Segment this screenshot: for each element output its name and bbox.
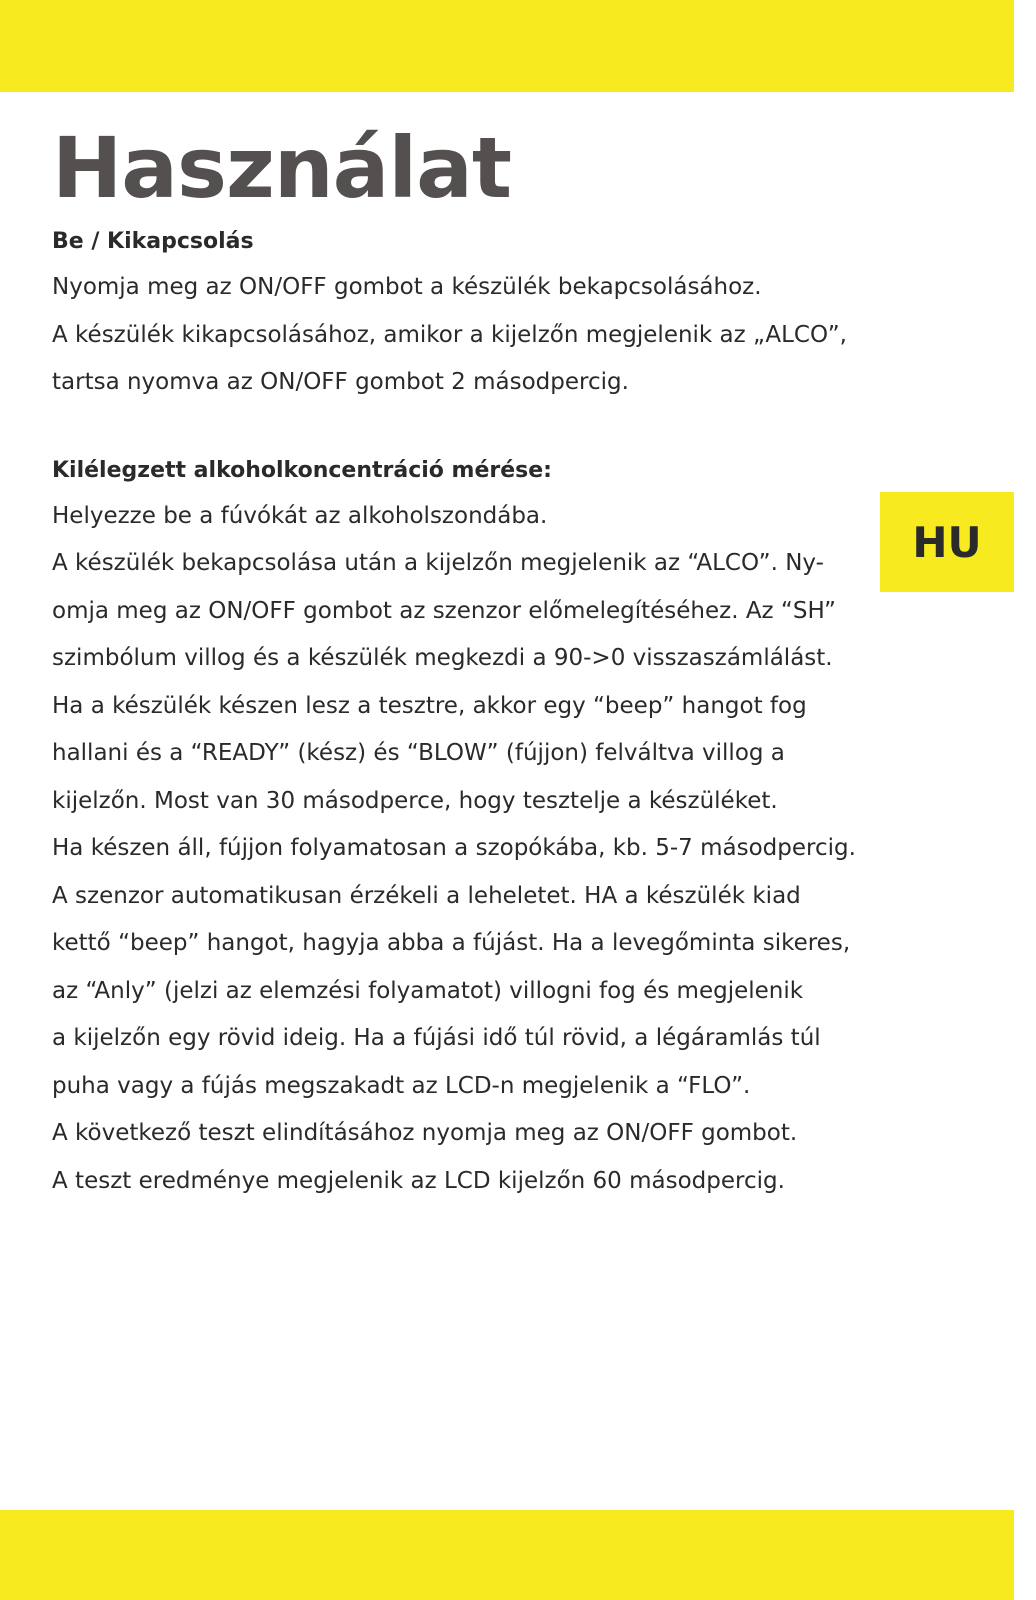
section-measurement <box>52 449 892 1206</box>
section-heading-measurement: Kilélegzett alkoholkoncentráció mérése: <box>52 457 552 483</box>
paragraph-line: tartsa nyomva az ON/OFF gombot 2 másodpercig. <box>52 369 629 395</box>
top-yellow-band <box>0 0 1014 92</box>
paragraph-line: hallani és a “READY” (kész) és “BLOW” (fújjon) felváltva villog a <box>52 740 785 766</box>
paragraph-line: A teszt eredménye megjelenik az LCD kijelzőn 60 másodpercig. <box>52 1167 785 1194</box>
paragraph-line: Ha készen áll, fújjon folyamatosan a szopókába, kb. 5-7 másodpercig. <box>52 835 856 861</box>
paragraph-line: A készülék bekapcsolása után a kijelzőn megjelenik az “ALCO”. Ny- <box>52 550 824 576</box>
paragraph-line: kijelzőn. Most van 30 másodperce, hogy tesztelje a készüléket. <box>52 787 778 814</box>
bottom-yellow-band <box>0 1510 1014 1600</box>
paragraph-line: omja meg az ON/OFF gombot az szenzor előmelegítéséhez. Az “SH” <box>52 597 836 624</box>
paragraph-line: A következő teszt elindításához nyomja meg az ON/OFF gombot. <box>52 1120 798 1146</box>
section-spacer <box>52 407 892 449</box>
paragraph-line: A készülék kikapcsolásához, amikor a kijelzőn megjelenik az „ALCO”, <box>52 321 847 348</box>
language-tab <box>880 492 1014 592</box>
paragraph-line: Helyezze be a fúvókát az alkoholszondába. <box>52 502 548 529</box>
page-content <box>52 119 892 1205</box>
paragraph-line: Ha a készülék készen lesz a tesztre, akkor egy “beep” hangot fog <box>52 692 807 719</box>
paragraph-line: szimbólum villog és a készülék megkezdi a 90->0 visszaszámlálást. <box>52 645 833 671</box>
paragraph-line: puha vagy a fújás megszakadt az LCD-n megjelenik a “FLO”. <box>52 1072 751 1099</box>
paragraph-line: a kijelzőn egy rövid ideig. Ha a fújási idő túl rövid, a légáramlás túl <box>52 1025 821 1051</box>
section-heading-power: Be / Kikapcsolás <box>52 229 254 254</box>
section-power <box>52 220 892 407</box>
paragraph-line: A szenzor automatikusan érzékeli a leheletet. HA a készülék kiad <box>52 882 801 909</box>
language-tab-label: HU <box>912 517 982 567</box>
paragraph-line: az “Anly” (jelzi az elemzési folyamatot) villogni fog és megjelenik <box>52 977 804 1004</box>
page-title: Használat <box>52 119 511 217</box>
paragraph-line: kettő “beep” hangot, hagyja abba a fújást. Ha a levegőminta sikeres, <box>52 930 851 956</box>
paragraph-line: Nyomja meg az ON/OFF gombot a készülék bekapcsolásához. <box>52 274 762 300</box>
